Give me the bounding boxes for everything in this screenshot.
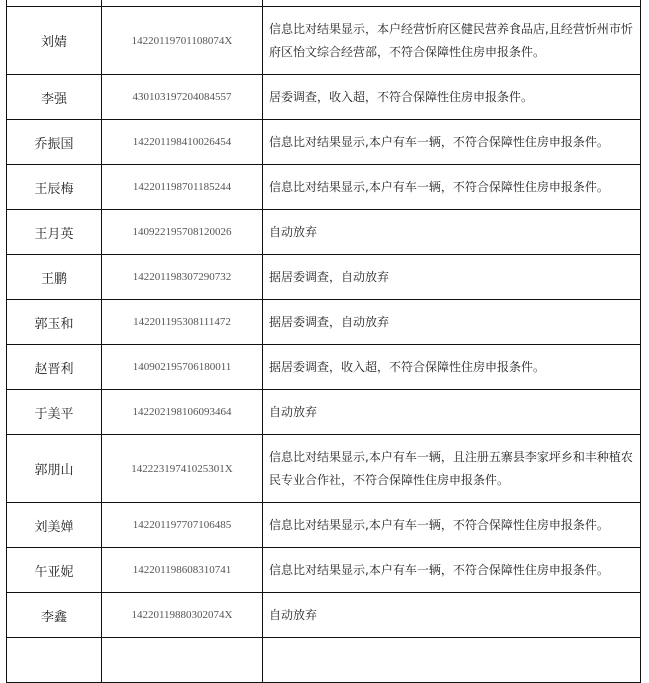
id-number-cell [102,638,263,683]
table-row [7,300,641,345]
name-cell: 乔振国 [7,120,102,165]
table-row [7,255,641,300]
id-number-cell: 140902195706180011 [102,345,263,390]
name-cell: 李强 [7,75,102,120]
id-number-cell: 142201195308111472 [102,300,263,345]
name-cell: 赵晋利 [7,345,102,390]
name-cell: 于美平 [7,390,102,435]
id-number-cell: 142201197707106485 [102,503,263,548]
table-row [7,435,641,503]
remark-cell: 自动放弃 [263,390,641,435]
id-number-cell: 14220119880302074X [102,593,263,638]
table-row [7,638,641,683]
remark-cell: 自动放弃 [263,210,641,255]
name-cell: 刘婧 [7,7,102,75]
name-cell: 李鑫 [7,593,102,638]
table-row [7,548,641,593]
remark-cell: 信息比对结果显示,本户有车一辆，且注册五寨县李家坪乡和丰种植农民专业合作社，不符合保障性住房申报条件。 [263,435,641,503]
remark-cell: 自动放弃 [263,593,641,638]
remark-cell: 信息比对结果显示,本户有车一辆，不符合保障性住房申报条件。 [263,165,641,210]
id-number-cell: 14222319741025301X [102,435,263,503]
remark-cell [263,638,641,683]
name-cell: 郭玉和 [7,300,102,345]
remark-cell: 信息比对结果显示,本户有车一辆，不符合保障性住房申报条件。 [263,120,641,165]
id-number-cell: 142201198701185244 [102,165,263,210]
name-cell: 王月英 [7,210,102,255]
remark-cell: 据居委调查，收入超，不符合保障性住房申报条件。 [263,345,641,390]
name-cell [7,638,102,683]
name-cell: 午亚妮 [7,548,102,593]
table-row [7,7,641,75]
id-number-cell: 14220119701108074X [102,7,263,75]
id-number-cell: 142201198307290732 [102,255,263,300]
remark-cell: 信息比对结果显示，本户经营忻府区健民营养食品店,且经营忻州市忻府区怡文综合经营部，不符合保障性住房申报条件。 [263,7,641,75]
remark-cell: 信息比对结果显示,本户有车一辆，不符合保障性住房申报条件。 [263,503,641,548]
name-cell: 王辰梅 [7,165,102,210]
table-row [7,345,641,390]
table-row [7,165,641,210]
id-number-cell: 142201198608310741 [102,548,263,593]
name-cell: 郭朋山 [7,435,102,503]
table-row [7,390,641,435]
id-number-cell: 142202198106093464 [102,390,263,435]
id-number-cell: 142201198410026454 [102,120,263,165]
applicant-table [6,0,641,683]
remark-cell: 信息比对结果显示,本户有车一辆，不符合保障性住房申报条件。 [263,548,641,593]
table-row [7,120,641,165]
id-number-cell: 430103197204084557 [102,75,263,120]
remark-cell: 据居委调查，自动放弃 [263,300,641,345]
table-row [7,593,641,638]
name-cell: 刘美婵 [7,503,102,548]
remark-cell: 居委调查，收入超，不符合保障性住房申报条件。 [263,75,641,120]
remark-cell: 据居委调查，自动放弃 [263,255,641,300]
table-row [7,210,641,255]
name-cell: 王鹏 [7,255,102,300]
id-number-cell: 140922195708120026 [102,210,263,255]
table-row [7,503,641,548]
table-row [7,75,641,120]
